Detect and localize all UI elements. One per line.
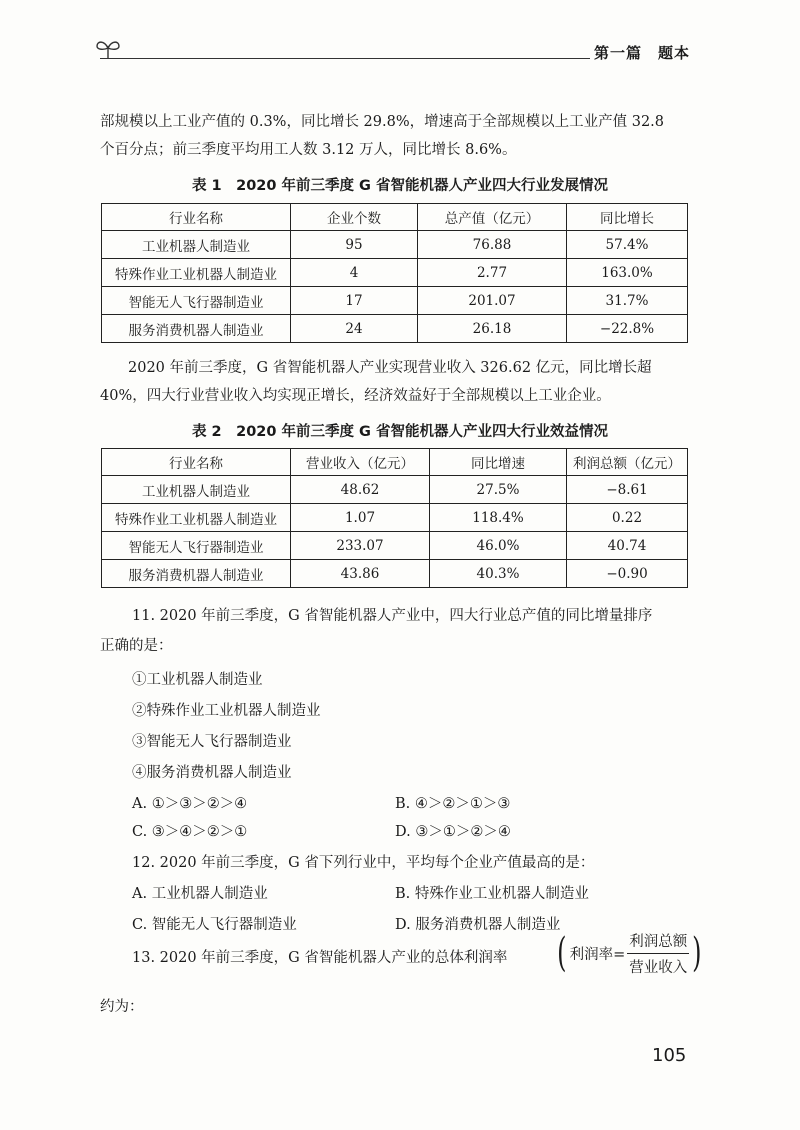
- table1-header-row: [102, 204, 688, 231]
- q11-option-b[interactable]: B. ④＞②＞①＞③: [395, 796, 511, 812]
- q11-option-d[interactable]: D. ③＞①＞②＞④: [395, 824, 511, 840]
- table2-header-row: [102, 449, 688, 476]
- q11-item: ②特殊作业工业机器人制造业: [132, 703, 321, 719]
- table1-header-cell: 同比增长: [567, 204, 688, 231]
- intro-line-2: 个百分点；前三季度平均用工人数 3.12 万人，同比增长 8.6%。: [100, 142, 517, 158]
- table2-header-cell: 行业名称: [102, 449, 291, 476]
- table-cell: 43.86: [291, 560, 430, 588]
- table-cell: 2.77: [418, 259, 567, 287]
- table-cell: 40.3%: [430, 560, 567, 588]
- sprout-icon: [94, 36, 122, 60]
- para2-line-2: 40%，四大行业营业收入均实现正增长，经济效益好于全部规模以上工业企业。: [100, 388, 611, 404]
- q13-stem: 13. 2020 年前三季度，G 省智能机器人产业的总体利润率: [132, 950, 508, 966]
- section-title: 第一篇 题本: [593, 44, 690, 62]
- q12-stem: 12. 2020 年前三季度，G 省下列行业中，平均每个企业产值最高的是：: [132, 855, 595, 871]
- table-cell: 智能无人飞行器制造业: [102, 287, 291, 315]
- table1-header-cell: 总产值（亿元）: [418, 204, 567, 231]
- denominator: 营业收入: [629, 959, 688, 976]
- table2: [101, 448, 688, 588]
- table2-caption: 表 2 2020 年前三季度 G 省智能机器人产业四大行业效益情况: [191, 424, 609, 440]
- table-cell: 17: [291, 287, 418, 315]
- table-row: [102, 287, 688, 315]
- formula-label: 利润率=: [569, 946, 626, 963]
- table-cell: 76.88: [418, 231, 567, 259]
- profit-rate-formula: [554, 928, 705, 978]
- table-cell: 163.0%: [567, 259, 688, 287]
- table2-header-cell: 营业收入（亿元）: [291, 449, 430, 476]
- table1-caption: 表 1 2020 年前三季度 G 省智能机器人产业四大行业发展情况: [191, 178, 609, 194]
- q12-option-d[interactable]: D. 服务消费机器人制造业: [395, 917, 561, 933]
- table-row: [102, 560, 688, 588]
- table-cell: 118.4%: [430, 504, 567, 532]
- table1: [101, 203, 688, 343]
- numerator: 利润总额: [627, 930, 689, 954]
- fraction: [627, 930, 689, 977]
- table-cell: 特殊作业工业机器人制造业: [102, 504, 291, 532]
- table-row: [102, 315, 688, 343]
- q12-option-a[interactable]: A. 工业机器人制造业: [132, 886, 268, 902]
- table1-header-cell: 行业名称: [102, 204, 291, 231]
- table-cell: 4: [291, 259, 418, 287]
- table-cell: 1.07: [291, 504, 430, 532]
- table-cell: 智能无人飞行器制造业: [102, 532, 291, 560]
- table-cell: 48.62: [291, 476, 430, 504]
- table-cell: 31.7%: [567, 287, 688, 315]
- q11-item: ①工业机器人制造业: [132, 672, 263, 688]
- table-row: [102, 504, 688, 532]
- q11-item: ④服务消费机器人制造业: [132, 765, 292, 781]
- table-row: [102, 532, 688, 560]
- table-cell: 27.5%: [430, 476, 567, 504]
- table-row: [102, 259, 688, 287]
- table-cell: 0.22: [567, 504, 688, 532]
- q13-tail: 约为：: [100, 999, 144, 1015]
- q12-option-c[interactable]: C. 智能无人飞行器制造业: [132, 917, 297, 933]
- table-cell: 服务消费机器人制造业: [102, 560, 291, 588]
- table-cell: 服务消费机器人制造业: [102, 315, 291, 343]
- table-cell: 特殊作业工业机器人制造业: [102, 259, 291, 287]
- table-row: [102, 231, 688, 259]
- para2-line-1: 2020 年前三季度，G 省智能机器人产业实现营业收入 326.62 亿元，同比增长超: [128, 360, 652, 376]
- table-cell: 工业机器人制造业: [102, 231, 291, 259]
- table-cell: 233.07: [291, 532, 430, 560]
- table-cell: −22.8%: [567, 315, 688, 343]
- table-cell: 24: [291, 315, 418, 343]
- intro-line-1: 部规模以上工业产值的 0.3%，同比增长 29.8%，增速高于全部规模以上工业产值 32.8: [100, 114, 665, 130]
- table-cell: 26.18: [418, 315, 567, 343]
- table-cell: 201.07: [418, 287, 567, 315]
- table-cell: −0.90: [567, 560, 688, 588]
- table-cell: 40.74: [567, 532, 688, 560]
- table-cell: 57.4%: [567, 231, 688, 259]
- q11-item: ③智能无人飞行器制造业: [132, 734, 292, 750]
- table-row: [102, 476, 688, 504]
- page-number: 105: [652, 1045, 687, 1066]
- q12-option-b[interactable]: B. 特殊作业工业机器人制造业: [395, 886, 589, 902]
- q11-stem-line-2: 正确的是：: [100, 638, 173, 654]
- header-rule: [100, 58, 590, 59]
- q11-option-a[interactable]: A. ①＞③＞②＞④: [132, 796, 248, 812]
- table1-header-cell: 企业个数: [291, 204, 418, 231]
- table-cell: 95: [291, 231, 418, 259]
- q11-option-c[interactable]: C. ③＞④＞②＞①: [132, 824, 248, 840]
- table-cell: 工业机器人制造业: [102, 476, 291, 504]
- table-cell: 46.0%: [430, 532, 567, 560]
- table2-header-cell: 利润总额（亿元）: [567, 449, 688, 476]
- left-paren: (: [557, 930, 567, 976]
- right-paren: ): [692, 930, 702, 976]
- page-header: [100, 36, 690, 66]
- table-cell: −8.61: [567, 476, 688, 504]
- q11-stem-line-1: 11. 2020 年前三季度，G 省智能机器人产业中，四大行业总产值的同比增量排序: [132, 608, 653, 624]
- table2-header-cell: 同比增速: [430, 449, 567, 476]
